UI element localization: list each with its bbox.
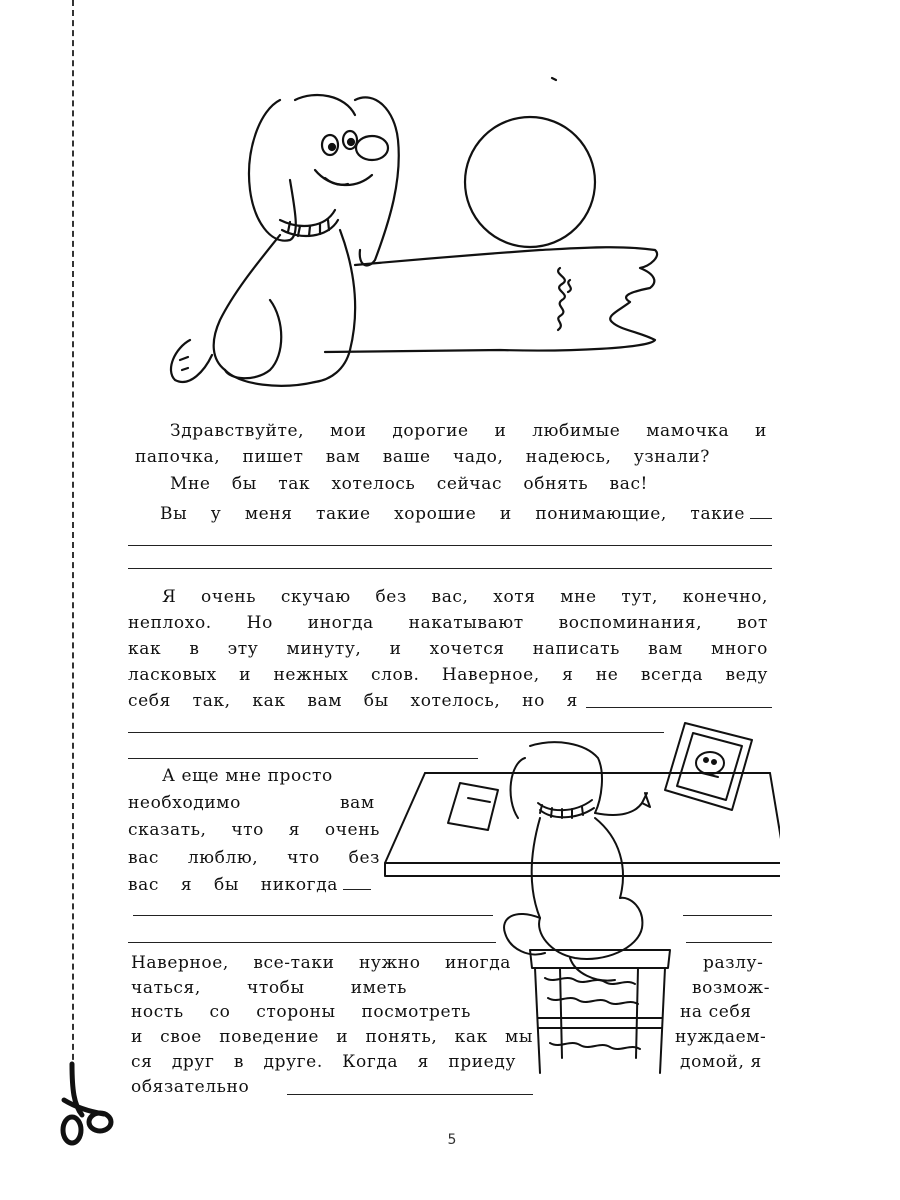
answer-blank[interactable]	[750, 518, 772, 519]
text-line: папочка, пишет вам ваше чадо, надеюсь, узнали?	[135, 447, 710, 467]
answer-line[interactable]	[287, 1094, 533, 1095]
answer-line[interactable]	[128, 942, 496, 943]
text-line: ся друг в друге. Когда я приеду	[131, 1052, 516, 1072]
dog-moon-illustration	[150, 70, 670, 410]
text-line: ласковых и нежных слов. Наверное, я не всегда веду	[128, 665, 768, 685]
text-line: вам	[340, 793, 375, 813]
text-line: нуждаем-	[675, 1027, 767, 1047]
text-line: себя так, как вам бы хотелось, но я	[128, 691, 578, 711]
text-line: чаться, чтобы иметь	[131, 978, 407, 998]
text-line: Мне бы так хотелось сейчас обнять вас!	[170, 474, 648, 494]
text-line: Здравствуйте, мои дорогие и любимые мамочка и	[170, 421, 767, 441]
answer-line[interactable]	[586, 707, 772, 708]
text-line: обязательно	[131, 1077, 250, 1097]
text-line: Вы у меня такие хорошие и понимающие, такие	[160, 504, 745, 524]
text-line: вас люблю, что без	[128, 848, 380, 868]
text-line: домой, я	[680, 1052, 762, 1072]
text-line: как в эту минуту, и хочется написать вам много	[128, 639, 768, 659]
answer-blank[interactable]	[343, 889, 371, 890]
text-line: Наверное, все-таки нужно иногда	[131, 953, 511, 973]
cut-line	[72, 0, 74, 1080]
text-line: разлу-	[703, 953, 764, 973]
text-line: неплохо. Но иногда накатывают воспоминания, вот	[128, 613, 768, 633]
answer-line[interactable]	[133, 915, 493, 916]
text-line: и свое поведение и понять, как мы	[131, 1027, 533, 1047]
answer-line[interactable]	[683, 915, 772, 916]
text-line: ность со стороны посмотреть	[131, 1002, 471, 1022]
text-line: Я очень скучаю без вас, хотя мне тут, конечно,	[162, 587, 768, 607]
answer-line[interactable]	[128, 545, 772, 546]
text-line: сказать, что я очень	[128, 820, 380, 840]
page-number: 5	[447, 1132, 457, 1148]
answer-line[interactable]	[686, 942, 772, 943]
text-line: возмож-	[692, 978, 771, 998]
text-line: необходимо	[128, 793, 241, 813]
answer-line[interactable]	[128, 568, 772, 569]
text-line: вас я бы никогда	[128, 875, 338, 895]
scissors-icon	[52, 1060, 116, 1150]
text-line: на себя	[680, 1002, 752, 1022]
text-line: А еще мне просто	[162, 766, 333, 786]
